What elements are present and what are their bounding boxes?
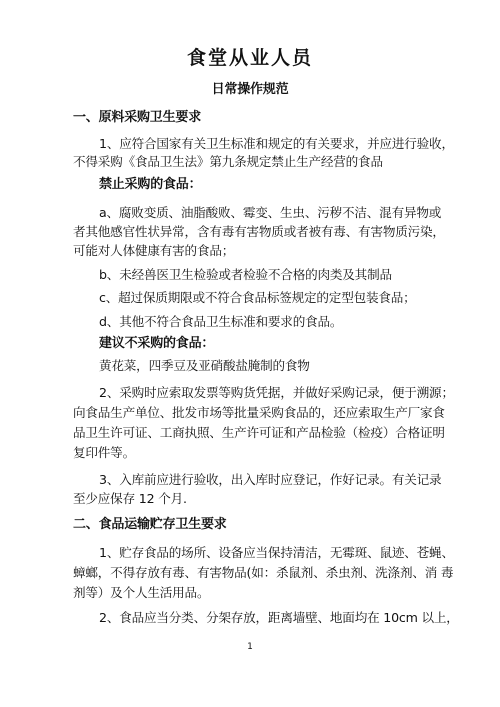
page-number: 1 (247, 642, 253, 652)
section2-p1-line1: 1、贮存食品的场所、设备应当保持清洁，无霉斑、鼠迹、苍蝇、 (99, 545, 454, 560)
section1-p2-line2: 向食品生产单位、批发市场等批量采购食品的，还应索取生产厂家食 (73, 405, 445, 420)
section1-p2-line1: 2、采购时应索取发票等购货凭据，并做好采购记录，便于溯源； (99, 385, 454, 400)
item-a-line1: a、腐败变质、油脂酸败、霉变、生虫、污秽不洁、混有异物或 (99, 205, 442, 220)
item-a-line2: 者其他感官性状异常，含有毒有害物质或者被有毒、有害物质污染， (73, 224, 445, 239)
section1-p2-line3: 品卫生许可证、工商执照、生产许可证和产品检验（检疫）合格证明 (73, 425, 445, 440)
document-subtitle: 日常操作规范 (211, 82, 289, 97)
section1-p2-line4: 复印件等。 (73, 445, 135, 460)
section2-p1-line3: 剂等）及个人生活用品。 (73, 585, 210, 600)
section2-heading: 二、食品运输贮存卫生要求 (73, 517, 227, 532)
suggest-heading: 建议不采购的食品： (99, 336, 215, 351)
section1-p1-line2: 不得采购《食品卫生法》第九条规定禁止生产经营的食品 (73, 154, 383, 169)
item-d: d、其他不符合食品卫生标准和要求的食品。 (99, 314, 343, 329)
section1-p3-line1: 3、入库前应进行验收，出入库时应登记，作好记录。有关记录 (99, 472, 442, 487)
item-a-line3: 可能对人体健康有害的食品； (73, 243, 235, 258)
document-title: 食堂从业人员 (186, 47, 313, 69)
item-b: b、未经兽医卫生检验或者检验不合格的肉类及其制品 (99, 267, 392, 282)
section1-heading: 一、原料采购卫生要求 (73, 110, 202, 125)
section1-p1-line1: 1、应符合国家有关卫生标准和规定的有关要求，并应进行验收， (99, 136, 454, 151)
suggest-text: 黄花菜，四季豆及亚硝酸盐腌制的食物 (99, 358, 310, 373)
section1-p3-line2: 至少应保存 12 个月. (73, 491, 187, 506)
section2-p1-line2: 蟑螂，不得存放有毒、有害物品(如：杀鼠剂、杀虫剂、洗涤剂、消 毒 (73, 565, 454, 580)
item-c: c、超过保质期限或不符合食品标签规定的定型包装食品； (99, 290, 416, 305)
section2-p2: 2、食品应当分类、分架存放，距离墙壁、地面均在 10cm 以上， (99, 610, 459, 625)
forbidden-heading: 禁止采购的食品： (99, 177, 202, 192)
